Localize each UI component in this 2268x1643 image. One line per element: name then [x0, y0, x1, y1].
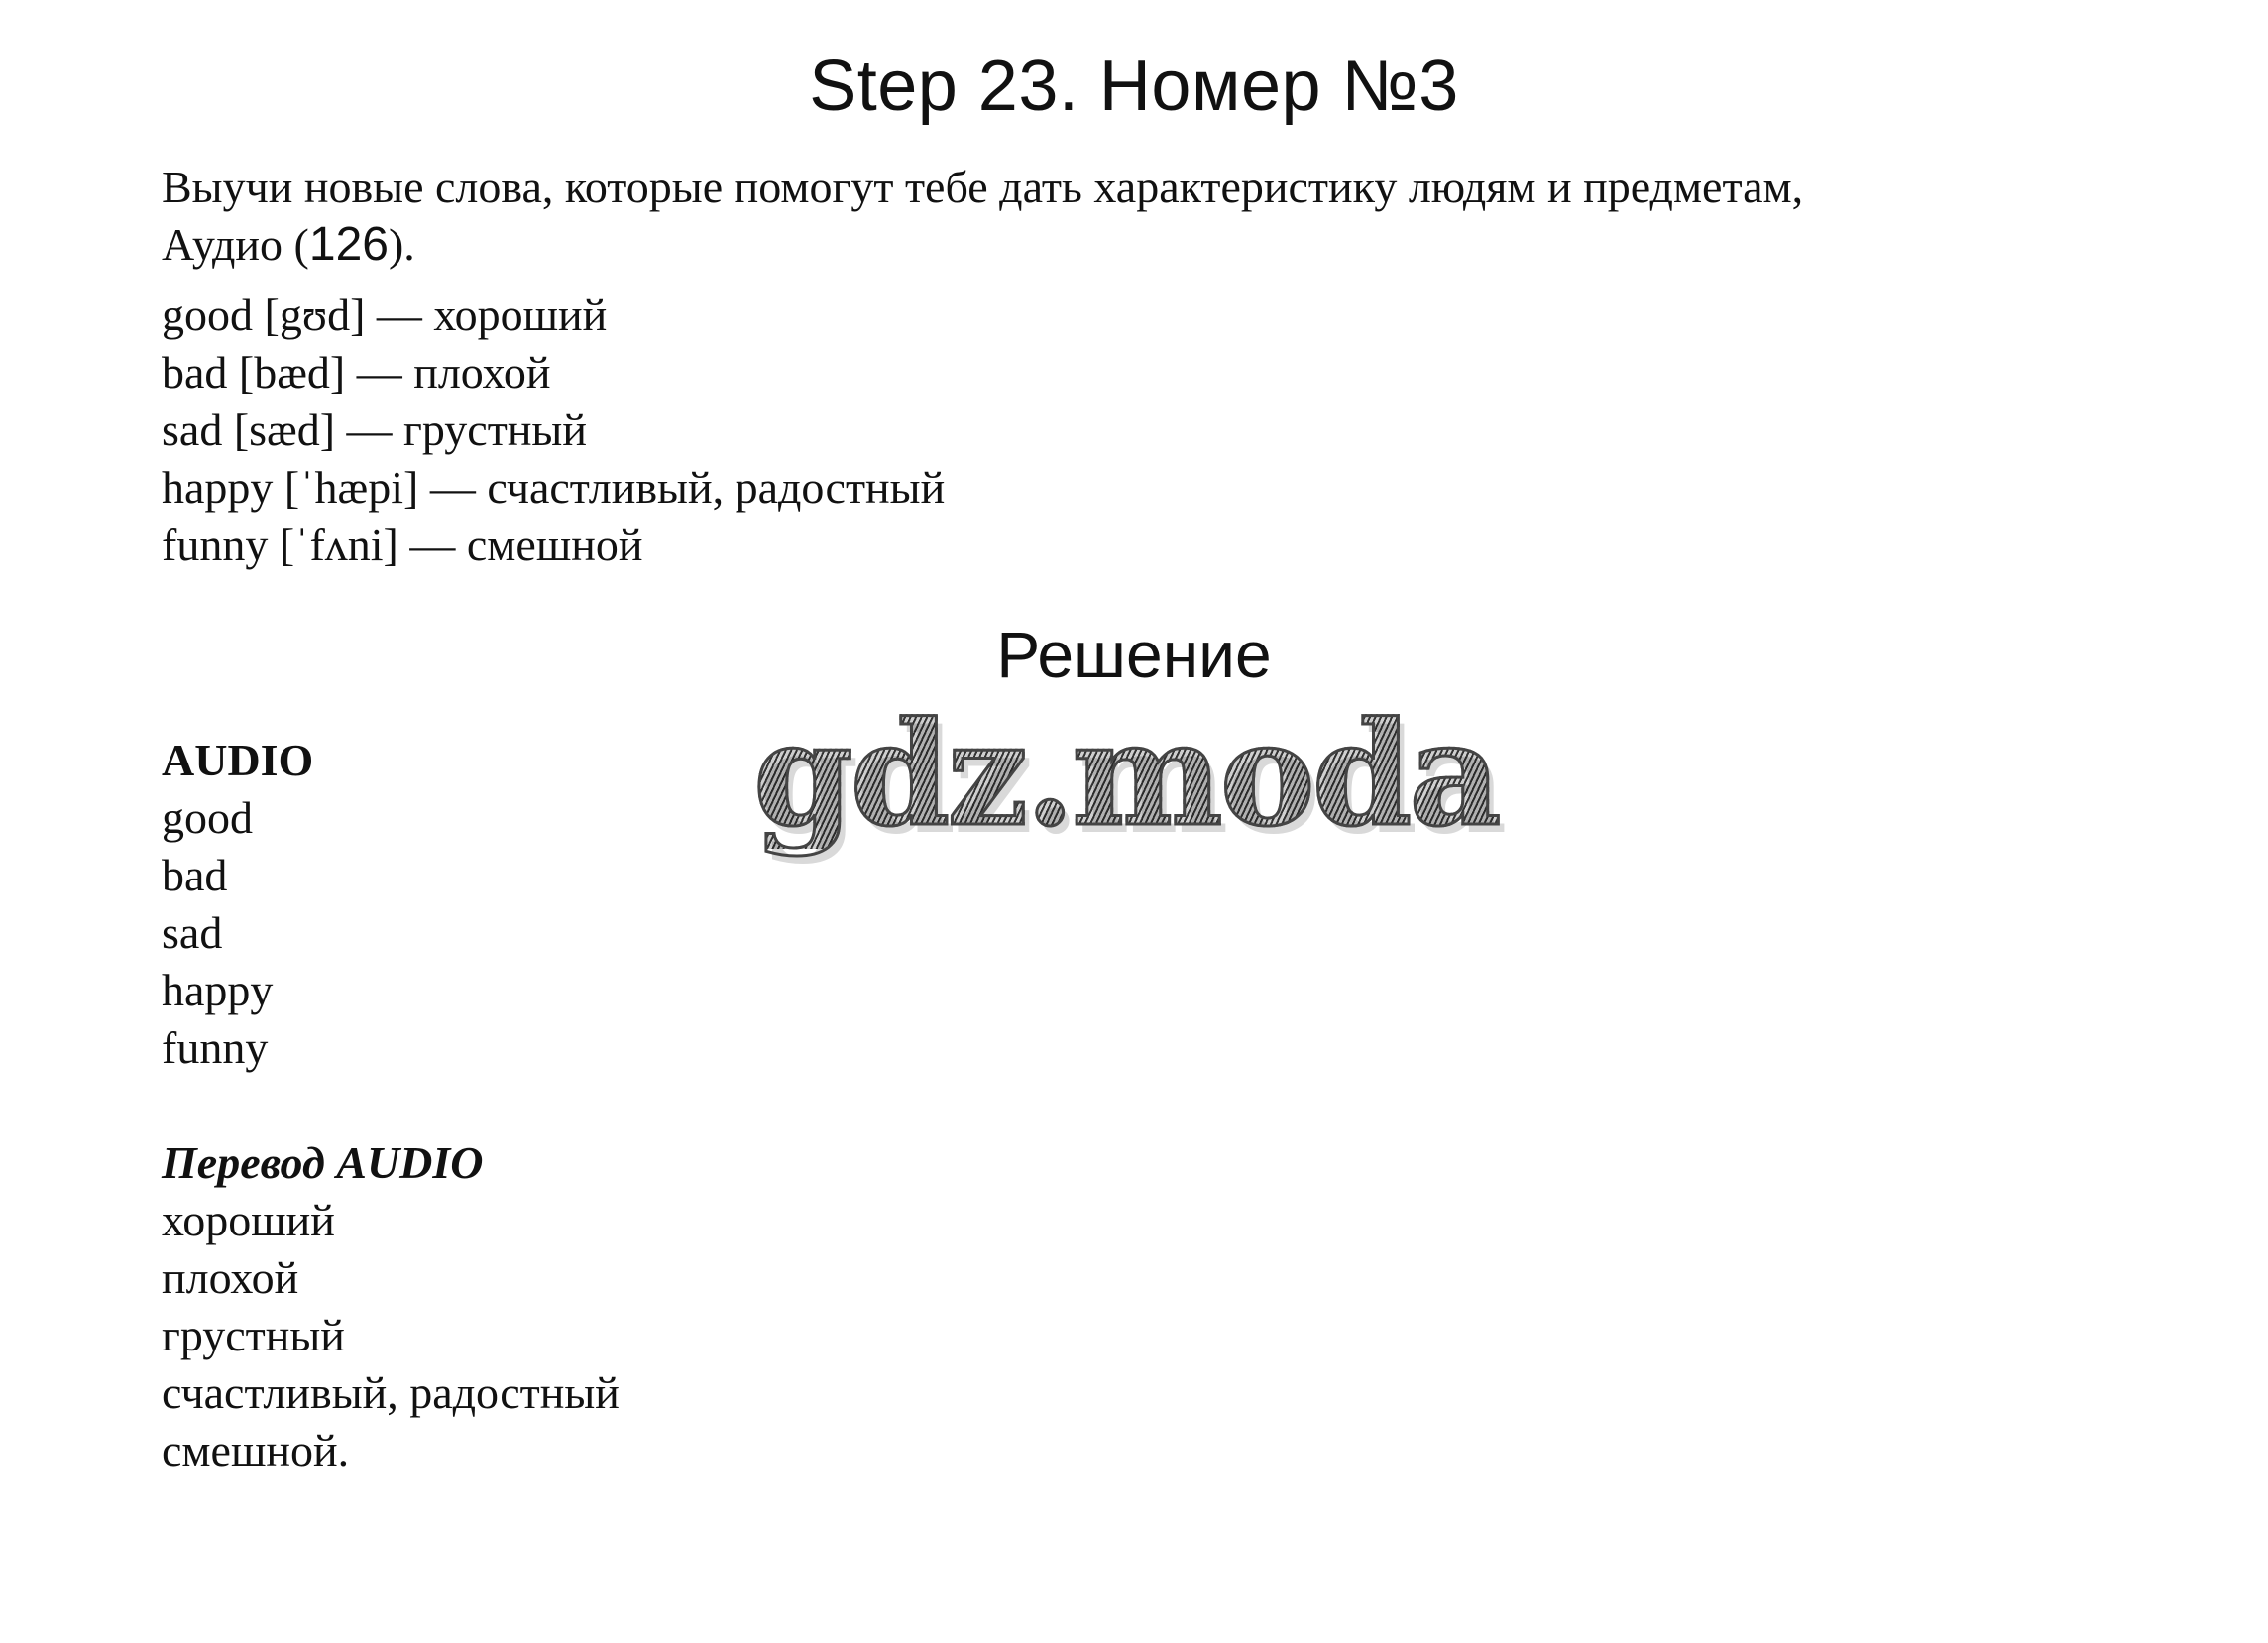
watermark-logo: gdz.moda: [753, 690, 1499, 858]
vocabulary-list: [162, 287, 945, 574]
audio-word: bad: [162, 850, 228, 900]
translation-heading: Перевод AUDIO: [162, 1137, 484, 1188]
task-line-2: [162, 216, 2204, 274]
task-audio-number: 126: [308, 218, 389, 271]
page-title: Step 23. Номер №3: [809, 47, 1459, 126]
audio-section: [162, 732, 313, 1077]
translation-section: [162, 1134, 620, 1479]
translation-word: хороший: [162, 1195, 335, 1245]
translation-word: счастливый, радостный: [162, 1367, 620, 1418]
audio-word: happy: [162, 965, 274, 1015]
task-instructions: [162, 159, 2204, 274]
translation-word: плохой: [162, 1252, 299, 1303]
audio-word: funny: [162, 1022, 269, 1073]
vocabulary-entry: funny [ˈfʌni] — смешной: [162, 520, 643, 570]
audio-word: good: [162, 792, 253, 843]
audio-word: sad: [162, 907, 223, 958]
task-audio-prefix: Аудио (: [162, 219, 309, 270]
vocabulary-entry: good [gʊd] — хороший: [162, 290, 608, 340]
solution-heading: Решение: [996, 618, 1272, 691]
vocabulary-entry: bad [bæd] — плохой: [162, 347, 551, 398]
vocabulary-entry: happy [ˈhæpi] — счастливый, радостный: [162, 462, 946, 513]
translation-word: смешной.: [162, 1425, 350, 1475]
vocabulary-entry: sad [sæd] — грустный: [162, 405, 587, 455]
task-audio-suffix: ).: [388, 219, 415, 270]
audio-heading: AUDIO: [162, 735, 314, 785]
translation-word: грустный: [162, 1310, 345, 1360]
task-line-1: Выучи новые слова, которые помогут тебе дать характеристику людям и предметам,: [162, 162, 1804, 212]
